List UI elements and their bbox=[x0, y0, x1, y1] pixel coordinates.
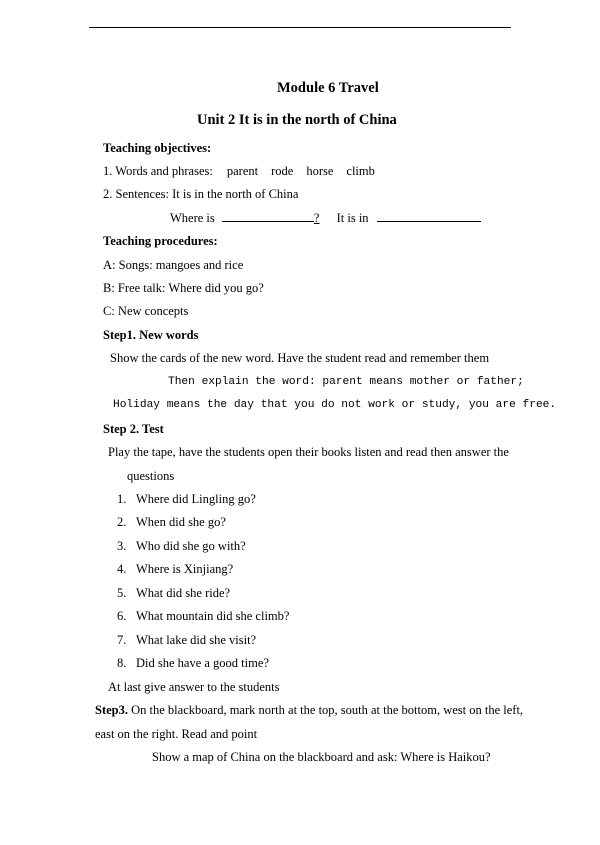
procedure-a: A: Songs: mangoes and rice bbox=[103, 258, 244, 272]
question-number: 8. bbox=[117, 656, 127, 670]
step3-line-3: Show a map of China on the blackboard and ask: Where is Haikou? bbox=[152, 750, 491, 764]
it-is-in: It is in bbox=[336, 211, 369, 225]
step2-closing: At last give answer to the students bbox=[108, 680, 280, 694]
question-number: 3. bbox=[117, 539, 127, 553]
question-item bbox=[117, 632, 256, 648]
question-number: 7. bbox=[117, 633, 127, 647]
where-is-line bbox=[170, 209, 481, 226]
question-text: Did she have a good time? bbox=[136, 656, 269, 670]
module-title: Module 6 Travel bbox=[277, 80, 379, 96]
objectives-item-1 bbox=[103, 163, 388, 179]
procedure-b: B: Free talk: Where did you go? bbox=[103, 281, 264, 295]
question-item bbox=[117, 655, 269, 671]
question-item bbox=[117, 491, 256, 507]
question-text: What mountain did she climb? bbox=[136, 609, 290, 623]
question-item bbox=[117, 608, 289, 624]
question-number: 6. bbox=[117, 609, 127, 623]
question-text: Who did she go with? bbox=[136, 539, 246, 553]
question-item bbox=[117, 514, 226, 530]
question-text: What did she ride? bbox=[136, 586, 231, 600]
step1-heading: Step1. New words bbox=[103, 328, 199, 342]
question-number: 1. bbox=[117, 492, 127, 506]
question-text: What lake did she visit? bbox=[136, 633, 257, 647]
question-item bbox=[117, 585, 230, 601]
step1-line-1: Show the cards of the new word. Have the student read and remember them bbox=[110, 351, 490, 365]
question-item bbox=[117, 561, 233, 577]
objectives-heading: Teaching objectives: bbox=[103, 141, 212, 155]
word: climb bbox=[346, 164, 375, 178]
step3-line-2: east on the right. Read and point bbox=[95, 727, 258, 741]
question-number: 4. bbox=[117, 562, 127, 576]
question-number: 2. bbox=[117, 515, 127, 529]
word: parent bbox=[226, 164, 259, 178]
unit-title: Unit 2 It is in the north of China bbox=[197, 112, 397, 128]
question-item bbox=[117, 538, 246, 554]
step3-line-1-text: On the blackboard, mark north at the top, south at the bottom, west on the left, bbox=[131, 703, 524, 717]
question-text: When did she go? bbox=[136, 515, 226, 529]
word: rode bbox=[271, 164, 294, 178]
step3-line-1 bbox=[95, 702, 523, 718]
top-rule bbox=[89, 27, 511, 28]
step3-label: Step3. bbox=[95, 703, 128, 717]
step1-line-3: Holiday means the day that you do not work or study, you are free. bbox=[113, 399, 557, 411]
question-text: Where did Lingling go? bbox=[136, 492, 256, 506]
procedures-heading: Teaching procedures: bbox=[103, 234, 218, 248]
question-text: Where is Xinjiang? bbox=[136, 562, 234, 576]
where-suffix: ? bbox=[313, 211, 320, 225]
step2-heading: Step 2. Test bbox=[103, 422, 164, 436]
question-number: 5. bbox=[117, 586, 127, 600]
words-label: 1. Words and phrases: bbox=[103, 164, 213, 178]
objectives-item-2: 2. Sentences: It is in the north of China bbox=[103, 187, 299, 201]
step2-intro-2: questions bbox=[127, 469, 175, 483]
procedure-c: C: New concepts bbox=[103, 304, 189, 318]
step1-line-2: Then explain the word: parent means mother or father; bbox=[168, 376, 524, 388]
answer-blank bbox=[222, 209, 314, 222]
answer-blank bbox=[377, 209, 481, 222]
step2-intro-1: Play the tape, have the students open their books listen and read then answer the bbox=[108, 445, 509, 459]
where-prefix: Where is bbox=[170, 211, 215, 225]
word: horse bbox=[306, 164, 334, 178]
